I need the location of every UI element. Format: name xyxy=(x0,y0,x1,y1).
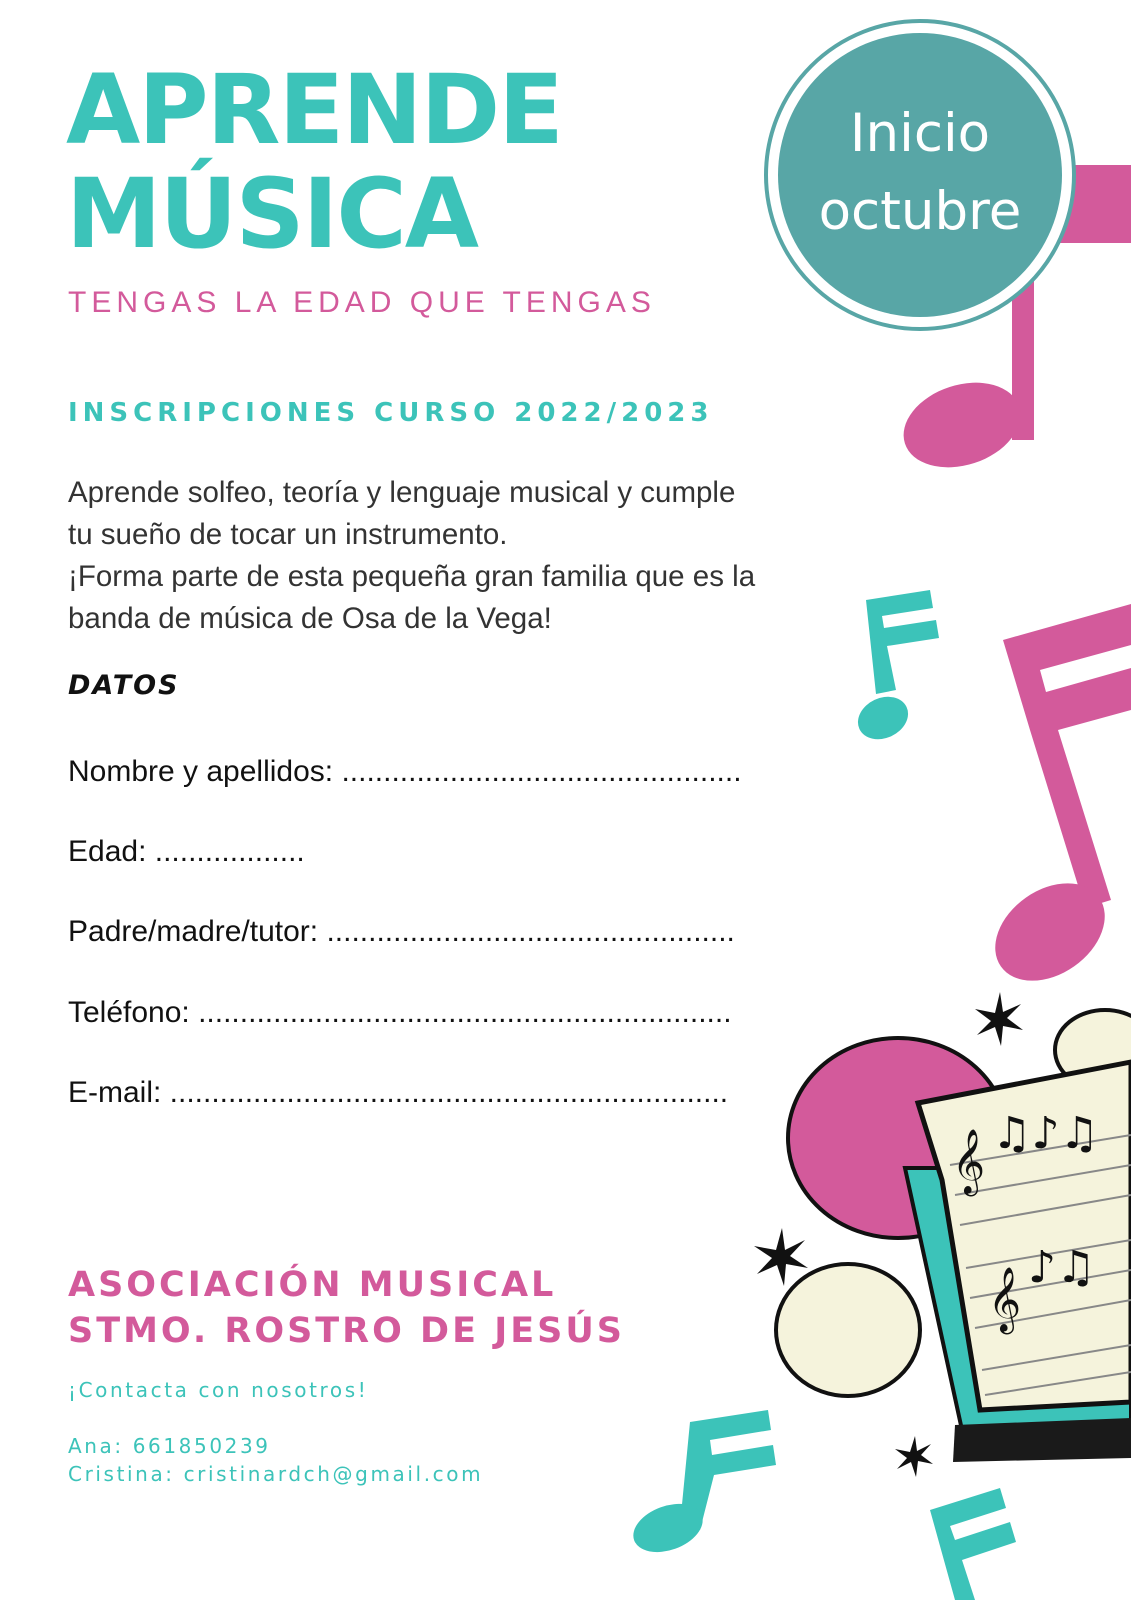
svg-text:𝄞: 𝄞 xyxy=(952,1129,986,1194)
svg-text:𝄞: 𝄞 xyxy=(988,1267,1022,1332)
contact-cristina[interactable]: Cristina: cristinardch@gmail.com xyxy=(68,1462,484,1486)
title-line-2: MÚSICA xyxy=(66,158,478,270)
course-heading: INSCRIPCIONES CURSO 2022/2023 xyxy=(68,398,714,428)
intro-paragraph xyxy=(68,472,808,640)
pink-large-music-note-icon xyxy=(977,604,1131,1001)
association-line-1: ASOCIACIÓN MUSICAL xyxy=(68,1265,557,1305)
music-sheet-icon xyxy=(905,1062,1131,1462)
field-name[interactable]: Nombre y apellidos: ................................................ xyxy=(68,755,742,788)
teal-music-note-icon xyxy=(851,590,939,747)
intro-line-1: Aprende solfeo, teoría y lenguaje musical y cumple xyxy=(68,476,736,509)
page-title xyxy=(66,54,562,270)
field-age[interactable]: Edad: .................. xyxy=(68,835,305,868)
title-line-1: APRENDE xyxy=(66,54,562,166)
intro-line-2: tu sueño de tocar un instrumento. xyxy=(68,518,508,551)
field-guardian[interactable]: Padre/madre/tutor: ................................................. xyxy=(68,915,735,948)
svg-text:♫♪♫: ♫♪♫ xyxy=(992,1108,1099,1159)
association-line-2: STMO. ROSTRO DE JESÚS xyxy=(68,1311,625,1351)
field-phone[interactable]: Teléfono: ................................................................ xyxy=(68,996,732,1029)
contact-ana: Ana: 661850239 xyxy=(68,1434,271,1458)
intro-line-3: ¡Forma parte de esta pequeña gran familia que es la xyxy=(68,560,756,593)
intro-line-4: banda de música de Osa de la Vega! xyxy=(68,602,552,635)
svg-text:♪♫: ♪♫ xyxy=(1028,1242,1096,1293)
start-badge-text xyxy=(775,95,1065,251)
teal-music-note-bottom-icon xyxy=(627,1410,776,1561)
contact-heading: ¡Contacta con nosotros! xyxy=(68,1378,369,1402)
badge-line-1: Inicio xyxy=(849,103,991,164)
field-email[interactable]: E-mail: ................................................................... xyxy=(68,1076,729,1109)
badge-line-2: octubre xyxy=(818,181,1022,242)
teal-music-note-corner-icon xyxy=(930,1488,1016,1600)
association-name xyxy=(68,1262,625,1354)
page-subtitle: TENGAS LA EDAD QUE TENGAS xyxy=(68,286,656,319)
form-heading: DATOS xyxy=(68,670,180,701)
